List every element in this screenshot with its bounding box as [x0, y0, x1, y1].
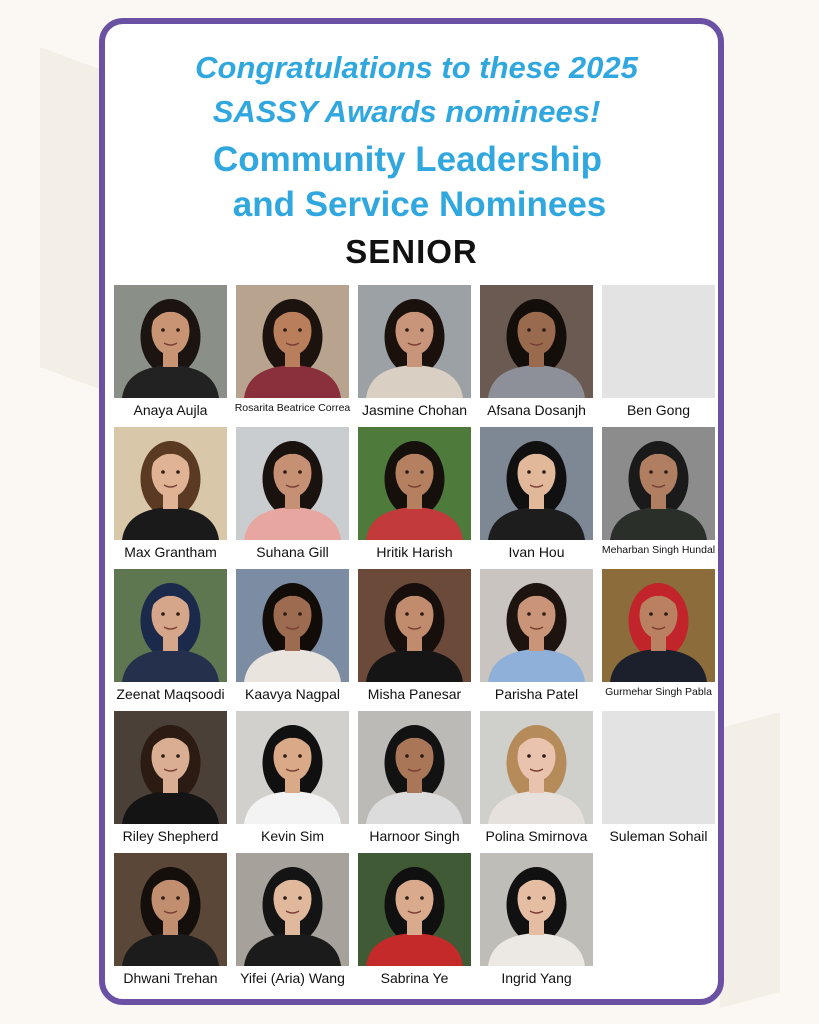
nominee-name: Riley Shepherd — [122, 828, 219, 844]
level-heading: SENIOR — [345, 233, 478, 270]
nominee-tile — [236, 569, 349, 711]
nominee-name: Ingrid Yang — [501, 970, 572, 986]
nominee-name: Misha Panesar — [367, 686, 462, 702]
category-title-line-1: Community Leadership — [213, 140, 602, 179]
nominee-tile — [114, 711, 227, 853]
nominee-photo — [480, 711, 593, 824]
nominee-tile — [114, 285, 227, 427]
nominee-name: Afsana Dosanjh — [487, 402, 586, 418]
congrats-line-1: Congratulations to these 2025 — [195, 50, 638, 85]
photo-placeholder — [602, 711, 715, 824]
nominee-photo — [236, 569, 349, 682]
nominee-name: Zeenat Maqsoodi — [116, 686, 225, 702]
nominee-name: Yifei (Aria) Wang — [240, 970, 345, 986]
nominee-name: Polina Smirnova — [485, 828, 588, 844]
nominee-photo — [358, 569, 471, 682]
nominee-tile — [480, 711, 593, 853]
nominee-name: Dhwani Trehan — [123, 970, 218, 986]
nominee-tile — [236, 427, 349, 569]
nominee-tile — [114, 427, 227, 569]
nominee-tile — [358, 285, 471, 427]
nominee-photo — [480, 569, 593, 682]
nominee-card — [99, 18, 724, 1005]
nominee-photo — [358, 285, 471, 398]
nominee-tile — [602, 427, 715, 569]
nominee-name: Ben Gong — [626, 402, 691, 418]
nominee-tile — [480, 285, 593, 427]
nominee-photo — [480, 853, 593, 966]
category-title-line-2: and Service Nominees — [232, 185, 607, 224]
nominee-grid — [114, 285, 715, 995]
nominee-name: Rosarita Beatrice Correa — [234, 402, 351, 414]
nominee-name: Kaavya Nagpal — [245, 686, 340, 702]
nominee-photo — [114, 569, 227, 682]
nominee-photo — [114, 853, 227, 966]
nominee-photo — [236, 853, 349, 966]
nominee-photo — [114, 427, 227, 540]
nominee-tile — [236, 285, 349, 427]
nominee-name: Gurmehar Singh Pabla — [605, 686, 712, 698]
nominee-photo — [114, 285, 227, 398]
nominee-photo — [358, 853, 471, 966]
nominee-tile — [602, 711, 715, 853]
nominee-tile — [358, 427, 471, 569]
nominee-name: Parisha Patel — [494, 686, 579, 702]
congrats-line-2: SASSY Awards nominees! — [212, 94, 601, 129]
nominee-name: Ivan Hou — [508, 544, 565, 560]
nominee-photo — [236, 427, 349, 540]
nominee-tile — [358, 853, 471, 995]
nominee-tile — [602, 285, 715, 427]
nominee-photo — [236, 285, 349, 398]
nominee-name: Suhana Gill — [256, 544, 329, 560]
background-shape — [720, 712, 780, 1008]
nominee-photo — [236, 711, 349, 824]
nominee-photo — [480, 427, 593, 540]
nominee-tile — [236, 711, 349, 853]
nominee-name: Sabrina Ye — [380, 970, 449, 986]
nominee-name: Anaya Aujla — [133, 402, 208, 418]
photo-placeholder — [602, 285, 715, 398]
nominee-tile — [114, 569, 227, 711]
nominee-photo — [480, 285, 593, 398]
nominee-tile — [480, 427, 593, 569]
nominee-name: Suleman Sohail — [609, 828, 708, 844]
nominee-name: Max Grantham — [124, 544, 217, 560]
nominee-name: Kevin Sim — [260, 828, 325, 844]
nominee-name: Meharban Singh Hundal — [601, 544, 716, 556]
nominee-photo — [358, 711, 471, 824]
nominee-name: Harnoor Singh — [369, 828, 460, 844]
nominee-photo — [358, 427, 471, 540]
nominee-photo — [114, 711, 227, 824]
nominee-tile — [358, 711, 471, 853]
nominee-tile — [602, 569, 715, 711]
nominee-tile — [236, 853, 349, 995]
nominee-name: Hritik Harish — [376, 544, 453, 560]
nominee-tile — [358, 569, 471, 711]
nominee-tile — [480, 853, 593, 995]
nominee-tile — [480, 569, 593, 711]
nominee-photo — [602, 569, 715, 682]
nominee-name: Jasmine Chohan — [361, 402, 468, 418]
nominee-tile — [114, 853, 227, 995]
nominee-photo — [602, 427, 715, 540]
